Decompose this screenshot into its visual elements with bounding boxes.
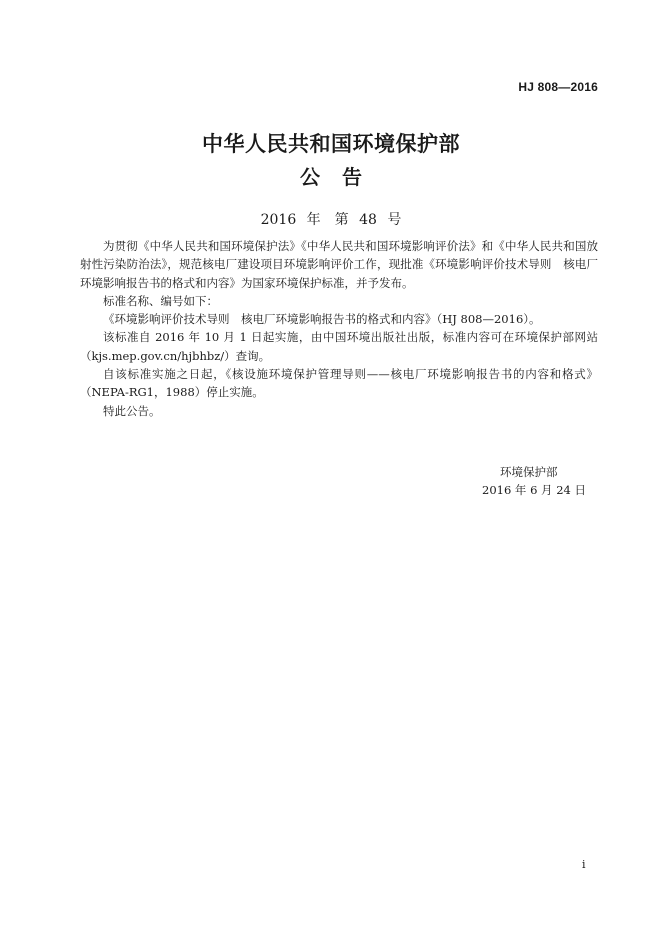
standard-code: HJ 808—2016 bbox=[518, 80, 598, 94]
page-number: i bbox=[582, 858, 586, 871]
paragraph-closing: 特此公告。 bbox=[103, 403, 161, 418]
signature-block bbox=[470, 463, 590, 499]
issue-number: 2016 年 第 48 号 bbox=[260, 212, 402, 228]
announcement-body bbox=[80, 237, 598, 420]
paragraph-purpose: 为贯彻《中华人民共和国环境保护法》《中华人民共和国环境影响评价法》和《中华人民共和国放射性污染防治法》，规范核电厂建设项目环境影响评价工作，现批准《环境影响评价技术导则 核电厂环境影响报告书的格式和内容》为国家环境保护标准，并予发布。 bbox=[80, 239, 598, 290]
paragraph-effective-date: 该标准自 2016 年 10 月 1 日起实施，由中国环境出版社出版，标准内容可在环境保护部网站（kjs.mep.gov.cn/hjbhbz/）查询。 bbox=[80, 330, 598, 363]
issue-date: 2016 年 6 月 24 日 bbox=[482, 483, 586, 497]
issuing-organization: 环境保护部 bbox=[500, 465, 558, 479]
paragraph-repeal: 自该标准实施之日起，《核设施环境保护管理导则——核电厂环境影响报告书的内容和格式》（NEPA-RG1，1988）停止实施。 bbox=[80, 367, 598, 400]
page-title: 中华人民共和国环境保护部 bbox=[202, 132, 460, 156]
paragraph-standard-name: 《环境影响评价技术导则 核电厂环境影响报告书的格式和内容》（HJ 808—2016）。 bbox=[103, 312, 541, 327]
paragraph-standard-intro: 标准名称、编号如下： bbox=[103, 293, 218, 308]
announcement-subtitle: 公告 bbox=[300, 165, 384, 189]
